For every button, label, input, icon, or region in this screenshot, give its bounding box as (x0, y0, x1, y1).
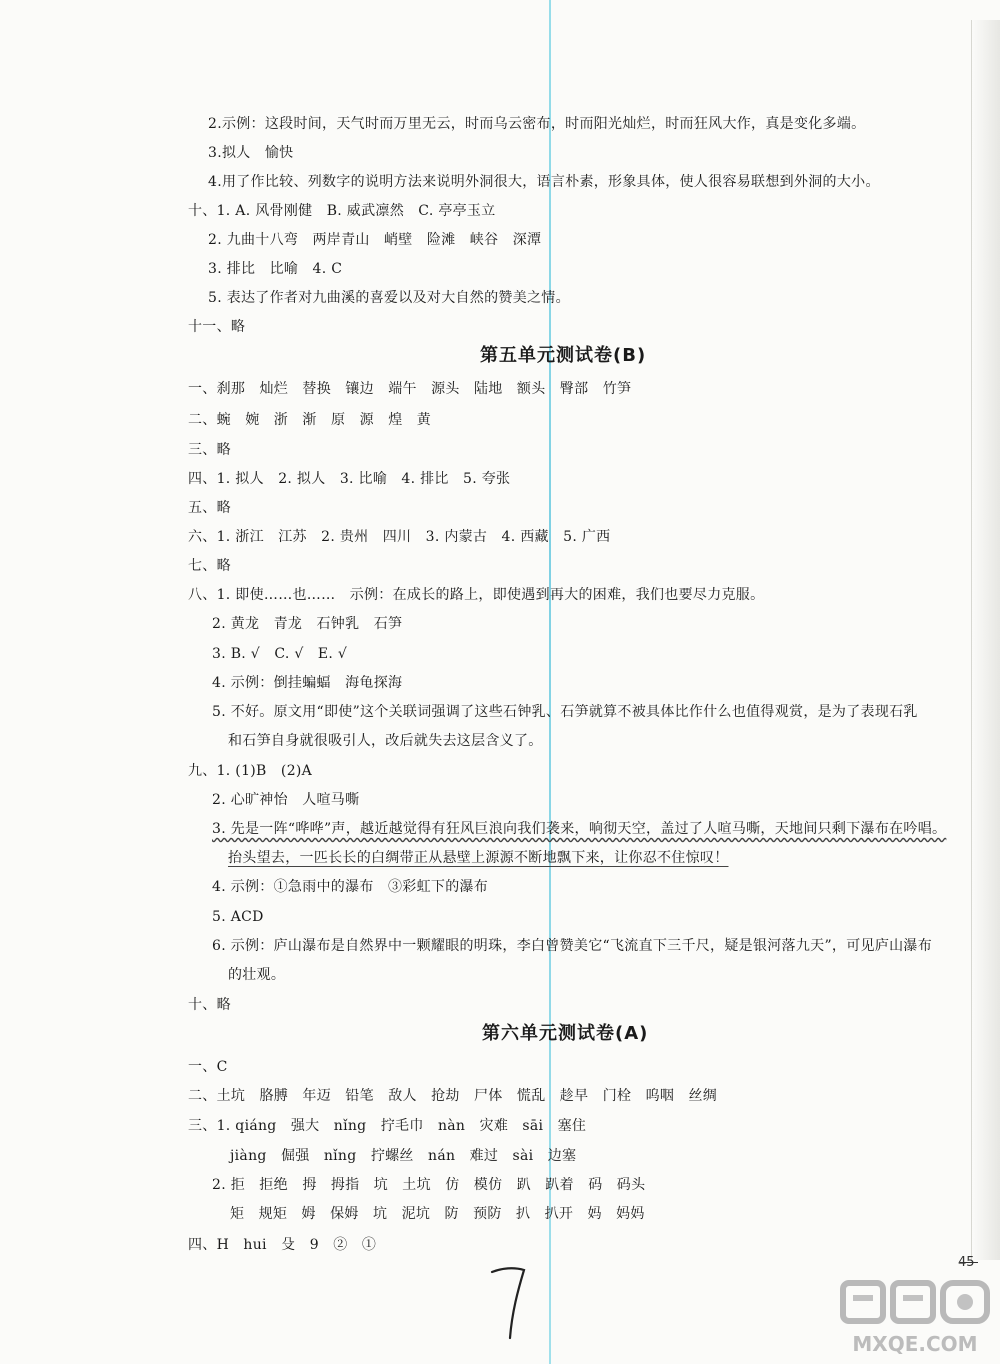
answer-line: 一、刹那 灿烂 替换 镶边 端午 源头 陆地 额头 臀部 竹笋 (188, 381, 632, 397)
answer-line: 十、略 (188, 997, 231, 1013)
answer-line: 九、1. (1)B (2)A (188, 763, 313, 779)
answer-line: 的壮观。 (228, 967, 286, 983)
answer-line: 2.示例：这段时间，天气时而万里无云，时而乌云密布，时而阳光灿烂，时而狂风大作，真是变化多端。 (208, 116, 866, 132)
answer-line: 3.拟人 愉快 (208, 145, 294, 161)
answer-line: 2. 拒 拒绝 拇 拇指 坑 土坑 仿 模仿 趴 趴着 码 码头 (212, 1177, 646, 1193)
answer-line: 矩 规矩 姆 保姆 坑 泥坑 防 预防 扒 扒开 妈 妈妈 (230, 1206, 645, 1222)
answer-line: 一、C (188, 1059, 228, 1075)
answer-line (212, 819, 946, 839)
answer-line: 5. 不好。原文用“即使”这个关联词强调了这些石钟乳、石笋就算不被具体比作什么也值得观赏，是为了表现石乳 (212, 704, 918, 720)
answer-line: 2. 心旷神怡 人喧马嘶 (212, 792, 360, 808)
answer-line: 五、略 (188, 500, 231, 516)
answer-line: 5. ACD (212, 909, 264, 925)
watermark-logo (835, 1275, 995, 1360)
answer-line: 2. 黄龙 青龙 石钟乳 石笋 (212, 616, 403, 632)
page-edge-shadow (971, 20, 1000, 1260)
section-heading-6a: 第六单元测试卷(A) (482, 1023, 649, 1044)
answer-line: 七、略 (188, 558, 231, 574)
answer-line: 四、1. 拟人 2. 拟人 3. 比喻 4. 排比 5. 夸张 (188, 471, 511, 487)
answer-line: 八、1. 即使……也…… 示例：在成长的路上，即使遇到再大的困难，我们也要尽力克服。 (188, 587, 765, 603)
answer-line: 二、蜿 婉 浙 渐 原 源 煌 黄 (188, 412, 432, 428)
answer-line: 和石笋自身就很吸引人，改后就失去这层含义了。 (228, 733, 543, 749)
answer-line: 4. 示例：倒挂蝙蝠 海龟探海 (212, 675, 403, 691)
answer-line: 6. 示例：庐山瀑布是自然界中一颗耀眼的明珠，李白曾赞美它“飞流直下三千尺，疑是银河落九天”，可见庐山瀑布 (212, 938, 933, 954)
answer-line: jiàng 倔强 nǐng 拧螺丝 nán 难过 sài 边塞 (230, 1148, 577, 1164)
answer-line: 十、1. A. 风骨刚健 B. 威武凛然 C. 亭亭玉立 (188, 203, 496, 219)
answer-line: 抬头望去，一匹长长的白绸带正从悬壁上源源不断地飘下来，让你忍不住惊叹！ (228, 850, 729, 866)
answer-line: 十一、略 (188, 319, 246, 335)
section-heading-5b: 第五单元测试卷(B) (480, 345, 647, 366)
answer-line: 3. 排比 比喻 4. C (208, 261, 343, 277)
answer-line: 5. 表达了作者对九曲溪的喜爱以及对大自然的赞美之情。 (208, 290, 570, 306)
handwritten-seven (488, 1262, 528, 1342)
answer-line: 2. 九曲十八弯 两岸青山 峭壁 险滩 峡谷 深潭 (208, 232, 542, 248)
answer-line: 4. 示例：①急雨中的瀑布 ③彩虹下的瀑布 (212, 879, 489, 895)
answer-line: 三、略 (188, 442, 231, 458)
answer-line: 二、土坑 胳膊 年迈 铅笔 敌人 抢劫 尸体 慌乱 趁早 门栓 呜咽 丝绸 (188, 1088, 718, 1104)
wavy-underline: 3. 先是一阵“哗哗”声，越近越觉得有狂风巨浪向我们袭来，响彻天空，盖过了人喧马嘶，天地间只剩下瀑布在吟唱。 (212, 821, 947, 837)
answer-line: 六、1. 浙江 江苏 2. 贵州 四川 3. 内蒙古 4. 西藏 5. 广西 (188, 529, 611, 545)
answer-line: 4.用了作比较、列数字的说明方法来说明外洞很大，语言朴素，形象具体，使人很容易联想到外洞的大小。 (208, 174, 880, 190)
svg-text:MXQE.COM: MXQE.COM (852, 1332, 978, 1356)
page-number: 45 (958, 1255, 975, 1270)
answer-line: 3. B. √ C. √ E. √ (212, 646, 348, 662)
answer-line: 四、H hui 殳 9 ② ① (188, 1237, 377, 1253)
answer-line: 三、1. qiáng 强大 nǐng 拧毛巾 nàn 灾难 sāi 塞住 (188, 1118, 587, 1134)
